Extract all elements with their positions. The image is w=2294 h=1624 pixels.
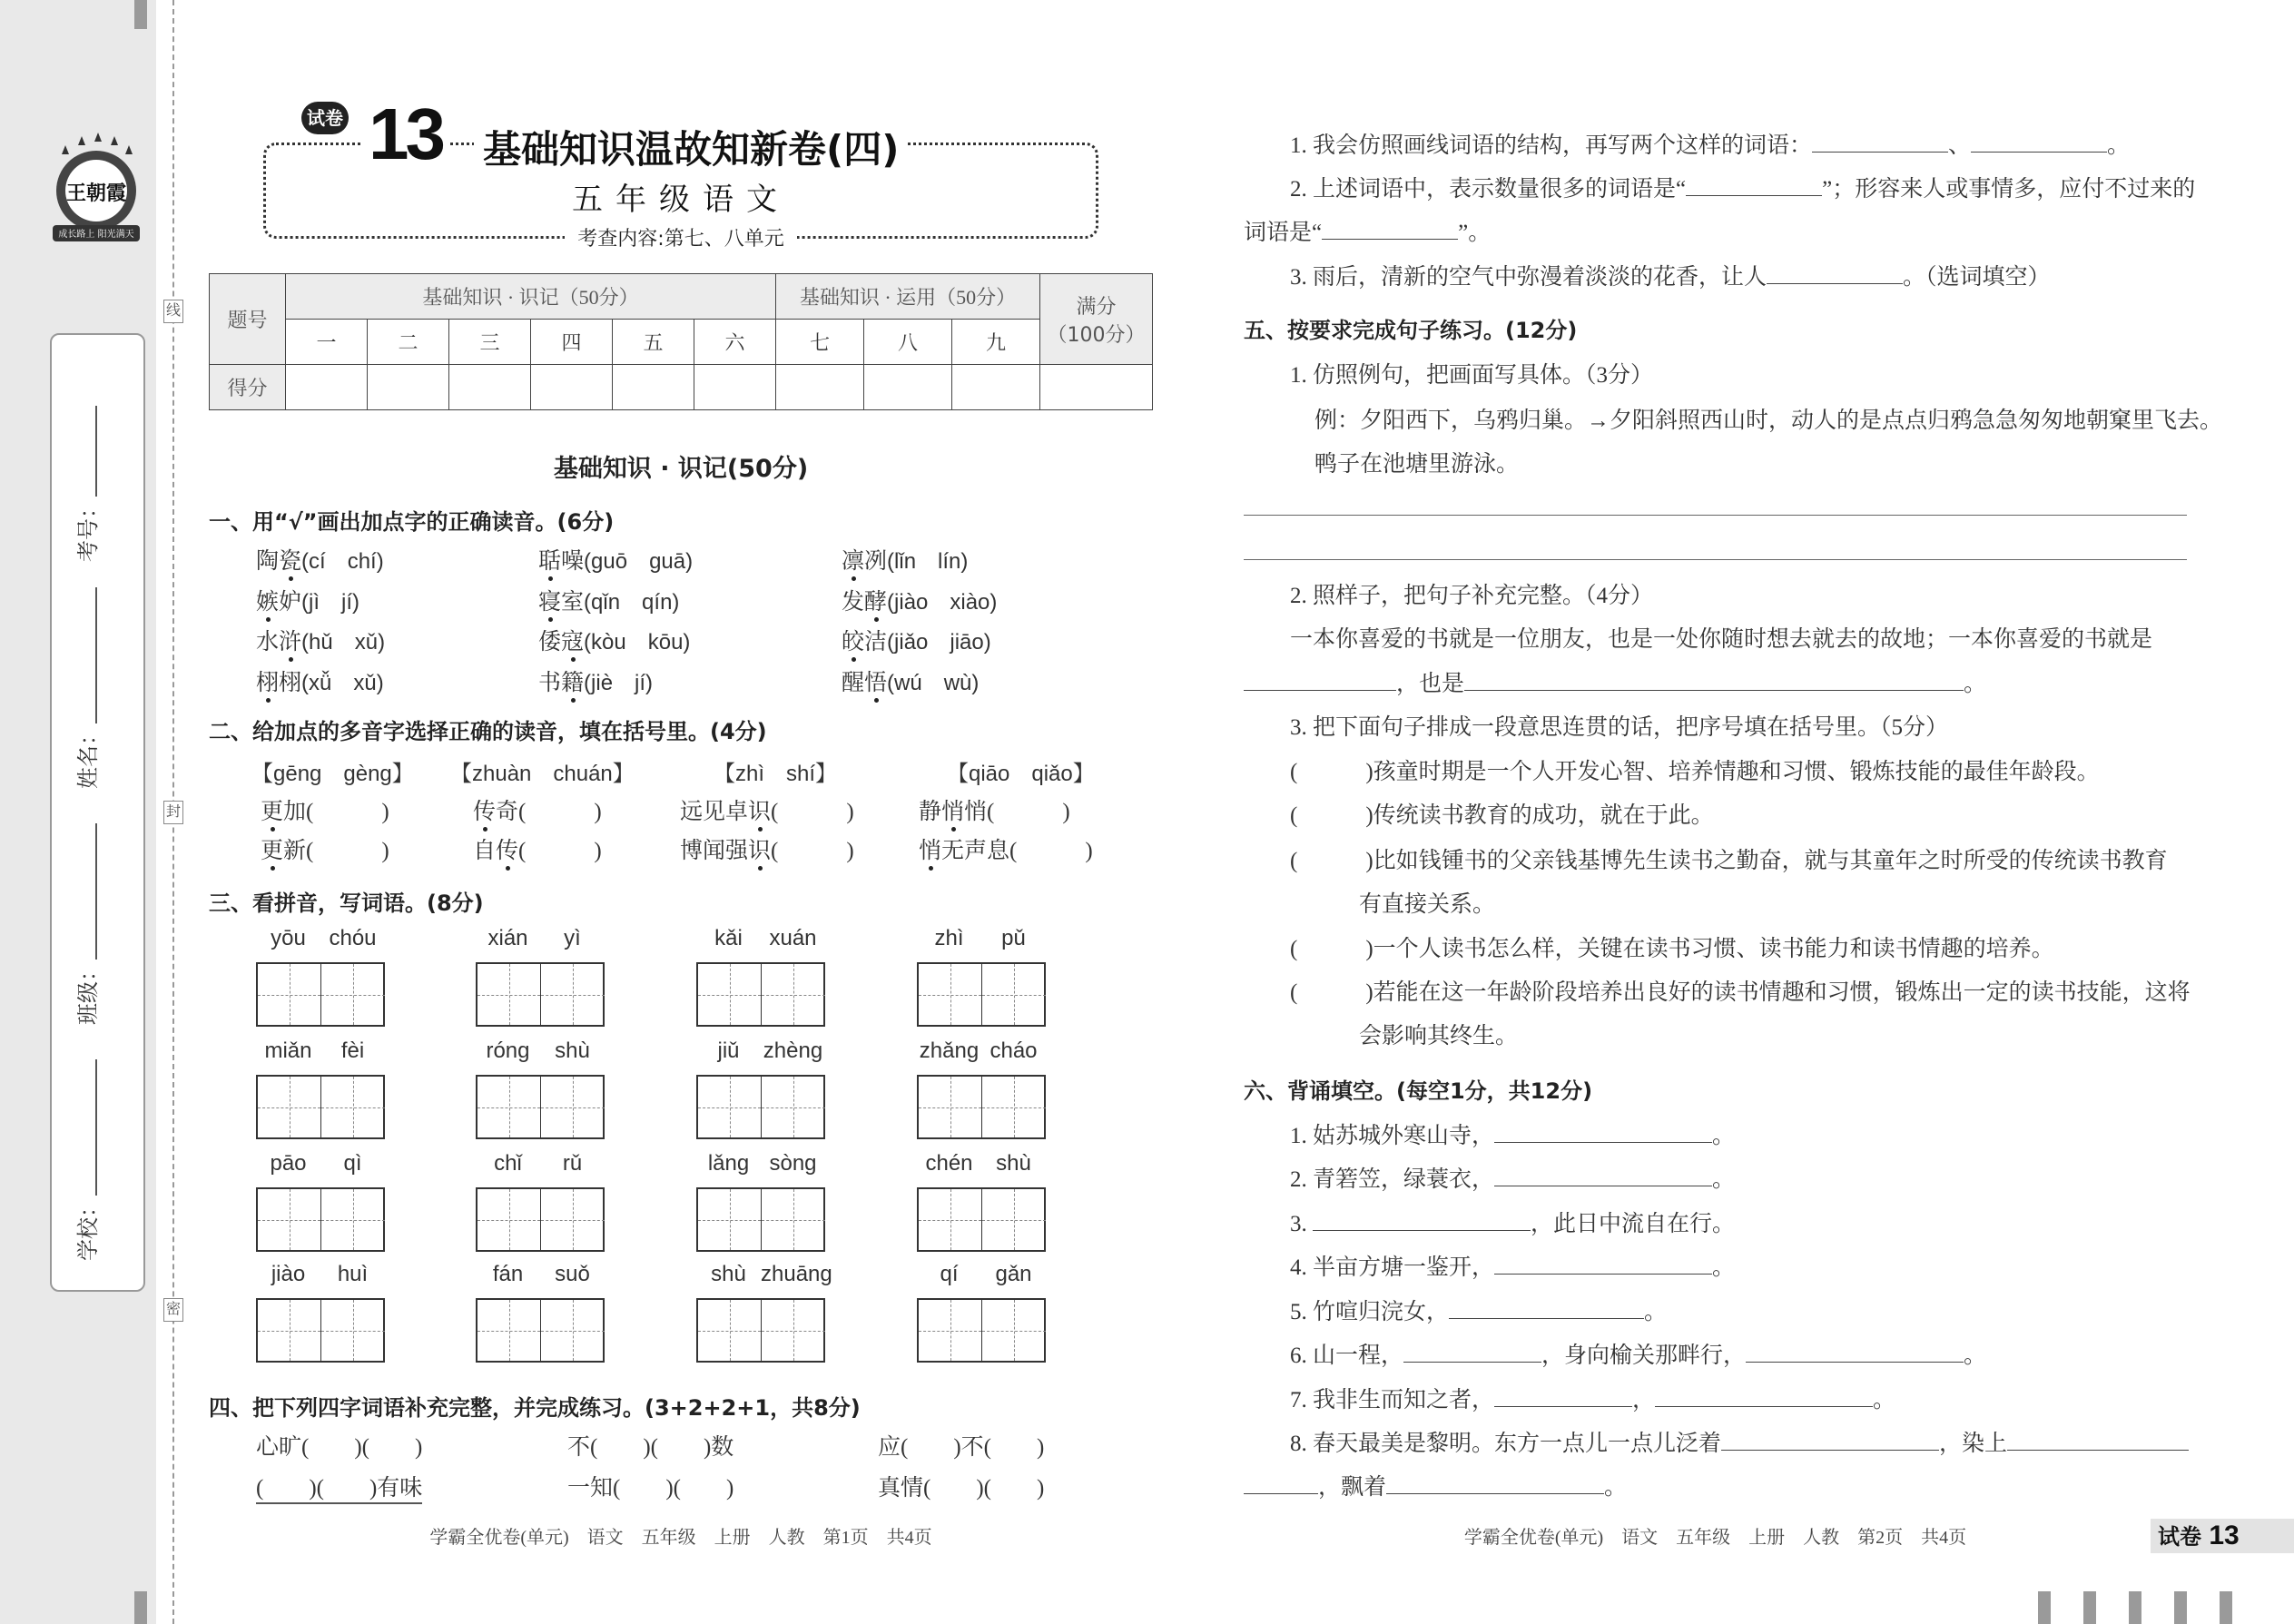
idiom-item[interactable]: 应( )不( ) (878, 1435, 1045, 1460)
word-text: 醒 (842, 671, 865, 695)
svg-text:成长路上 阳光满天: 成长路上 阳光满天 (58, 230, 134, 240)
answer-blank[interactable] (1494, 1166, 1712, 1186)
group-memorize: 基础知识 · 识记（50分） (286, 274, 776, 320)
registration-mark (2174, 1591, 2187, 1624)
ordering-item (1359, 886, 1495, 919)
q5-prompt: 鸭子在池塘里游泳。 (1314, 452, 1520, 477)
dotted-char: 栩 (256, 671, 280, 695)
pinyin-syllable: shù (996, 1151, 1031, 1176)
answer-blank[interactable] (1812, 133, 1948, 153)
pinyin-syllable: chén (925, 1151, 973, 1176)
answer-blank[interactable] (1494, 1123, 1712, 1143)
footer-page1: 学霸全优卷(单元) 语文 五年级 上册 人教 第1页 共4页 (429, 1528, 932, 1548)
pinyin-syllable: shù (711, 1262, 746, 1286)
grid-cell (541, 1077, 605, 1137)
q5-s2-fill: ，也是 。 (1244, 665, 1986, 698)
ordering-text: 比如钱锺书的父亲钱基博先生读书之勤奋，就与其童年之时所受的传统读书教育 (1373, 849, 2168, 873)
q5-s3: 3. 把下面句子排成一段意思连贯的话，把序号填在括号里。（5分） (1290, 715, 1949, 740)
pinyin-syllable: fèi (340, 1038, 365, 1063)
dotted-char: 识 (748, 839, 772, 863)
writing-grid[interactable] (256, 1187, 385, 1252)
grid-cell (541, 1189, 605, 1250)
word-text: 悄( ) (964, 800, 1070, 824)
word-text: ( ) (771, 800, 854, 824)
ordering-text: 孩童时期是一个人开发心智、培养情趣和习惯、锻炼技能的最佳年龄段。 (1373, 760, 2100, 784)
idiom-item[interactable]: 不( )( )数 (567, 1435, 734, 1460)
grid-cell (478, 964, 541, 1025)
registration-mark (2129, 1591, 2141, 1624)
grid-cell (541, 964, 605, 1025)
ordering-item (1290, 797, 1714, 830)
cut-mark-feng: 封 (163, 801, 183, 824)
word-text: 静 (919, 800, 942, 824)
score-cell[interactable] (531, 365, 613, 410)
pinyin-options: (kòu kōu) (584, 630, 691, 655)
class-label: 班级： (75, 960, 101, 1025)
subject-title: 五年级语文 (572, 182, 790, 218)
word-text: ( ) (771, 839, 854, 863)
writing-grid[interactable] (917, 962, 1046, 1027)
poem-8: 8. 春天最美是黎明。东方一点儿一点儿泛着 ，染上 (1290, 1425, 2189, 1458)
dotted-char: 嫉 (256, 590, 280, 615)
column-8: 八 (864, 320, 952, 365)
answer-paren[interactable]: ( ) (1290, 803, 1373, 828)
score-cell[interactable] (776, 365, 864, 410)
column-4: 四 (531, 320, 613, 365)
dotted-char: 悟 (864, 671, 888, 695)
polyphone-item[interactable] (919, 832, 1093, 865)
dotted-char: 籍 (561, 671, 585, 695)
pinyin-syllable: jiào (271, 1262, 306, 1286)
dotted-char: 寝 (538, 590, 562, 615)
pinyin-syllable: jiǔ (717, 1038, 740, 1063)
grid-cell (698, 1189, 762, 1250)
grid-cell (698, 964, 762, 1025)
header-score: 得分 (210, 365, 286, 410)
dotted-char: 悄 (919, 839, 942, 863)
pinyin-syllable: kǎi (714, 926, 743, 950)
pinyin-syllable: yōu (271, 926, 306, 950)
class-field[interactable] (70, 823, 102, 1025)
answer-blank[interactable] (1494, 1387, 1632, 1407)
grid-cell (919, 1300, 982, 1361)
pinyin-options: (hǔ xǔ) (301, 630, 386, 655)
column-1: 一 (286, 320, 368, 365)
writing-grid[interactable] (917, 1298, 1046, 1363)
answer-paren[interactable]: ( ) (1290, 849, 1373, 873)
answer-blank[interactable] (1494, 1255, 1712, 1275)
q5-s2-text: 一本你喜爱的书就是一位朋友，也是一处你随时想去就去的故地；一本你喜爱的书就是 (1290, 627, 2153, 652)
word-text: 远见卓 (680, 800, 749, 824)
ordering-item (1359, 1018, 1518, 1050)
ordering-text: 传统读书教育的成功，就在于此。 (1373, 803, 1714, 828)
word-text: 妒 (279, 590, 302, 615)
poem-8-cont: ，飘着 。 (1244, 1469, 1627, 1501)
polyphone-item[interactable] (473, 832, 602, 865)
pinyin-syllable: chǐ (494, 1151, 522, 1176)
q5-example: 例：夕阳西下，乌鸦归巢。→夕阳斜照西山时，动人的是点点归鸦急急匆匆地朝窠里飞去。 (1314, 408, 2223, 433)
dotted-char: 传 (496, 839, 519, 863)
grid-cell (541, 1300, 605, 1361)
dotted-char: 凛 (842, 549, 865, 574)
word-text: 倭 (538, 630, 562, 655)
answer-blank[interactable] (1767, 264, 1903, 284)
ordering-item (1290, 753, 2100, 786)
score-cell[interactable] (449, 365, 531, 410)
pinyin-syllable: fán (492, 1262, 524, 1286)
idiom-item[interactable]: ( )( )有味 (256, 1470, 422, 1504)
column-2: 二 (368, 320, 449, 365)
grid-cell (478, 1300, 541, 1361)
column-3: 三 (449, 320, 531, 365)
word-text: 奇( ) (496, 800, 602, 824)
footer-page2: 学霸全优卷(单元) 语文 五年级 上册 人教 第2页 共4页 (1463, 1528, 1967, 1548)
grid-cell (919, 1077, 982, 1137)
score-cell[interactable] (694, 365, 776, 410)
pinyin-syllable: qì (343, 1151, 362, 1176)
exam-number: 13 (363, 93, 448, 176)
polyphone-item[interactable] (261, 832, 389, 865)
id-field[interactable] (70, 406, 102, 562)
pinyin-syllable: lǎng (707, 1151, 750, 1176)
score-table (209, 273, 1153, 410)
word-text: 洁 (864, 630, 888, 655)
polyphone-item[interactable] (919, 793, 1070, 826)
pinyin-syllable: chóu (329, 926, 377, 950)
answer-blank[interactable] (1449, 1299, 1644, 1319)
exam-tab (2151, 1519, 2294, 1553)
ordering-item (1290, 930, 2054, 963)
word-text: 新( ) (283, 839, 389, 863)
writing-grid[interactable] (256, 1298, 385, 1363)
pinyin-syllable: xián (487, 926, 528, 950)
writing-grid[interactable] (476, 1187, 605, 1252)
column-6: 六 (694, 320, 776, 365)
score-cell[interactable] (286, 365, 368, 410)
dotted-char: 悄 (941, 800, 965, 824)
answer-blank[interactable] (1971, 133, 2107, 153)
word-text: 发 (842, 590, 865, 615)
word-text: 室 (561, 590, 585, 615)
writing-grid[interactable] (476, 962, 605, 1027)
pronunciation-item[interactable] (538, 584, 679, 616)
answer-line[interactable] (1244, 515, 2187, 516)
writing-grid[interactable] (256, 1075, 385, 1139)
exam-badge: 试卷 (301, 102, 349, 134)
poem-1: 1. 姑苏城外寒山寺， 。 (1290, 1124, 1736, 1148)
answer-blank[interactable] (1322, 220, 1458, 240)
polyphone-item[interactable] (680, 793, 854, 826)
full-score-label: 满分 (1076, 295, 1117, 319)
section-heading: 基础知识 · 识记(50分) (553, 455, 809, 483)
score-cell-total[interactable] (1040, 365, 1153, 410)
word-text: 自 (473, 839, 497, 863)
column-9: 九 (952, 320, 1040, 365)
answer-paren[interactable]: ( ) (1290, 760, 1373, 784)
pinyin-options: (cí chí) (301, 549, 384, 574)
score-cell[interactable] (952, 365, 1040, 410)
writing-grid[interactable] (917, 1187, 1046, 1252)
q4-sub3: 3. 雨后，清新的空气中弥漫着淡淡的花香，让人 。（选词填空） (1290, 265, 2051, 290)
word-text: 博闻强 (680, 839, 749, 863)
q1-title: 一、用“√”画出加点字的正确读音。(6分) (209, 509, 615, 535)
dotted-char: 聒 (538, 549, 562, 574)
answer-blank[interactable] (1244, 671, 1396, 691)
polyphone-item[interactable] (261, 793, 389, 826)
pronunciation-item[interactable] (256, 543, 384, 576)
word-text: 冽 (864, 549, 888, 574)
pinyin-group: 【zhuàn chuán】 (450, 762, 635, 786)
grid-cell (321, 1189, 385, 1250)
grid-cell (698, 1077, 762, 1137)
dotted-char: 酵 (864, 590, 888, 615)
svg-text:王朝霞: 王朝霞 (65, 182, 127, 205)
poem-3: 3. ，此日中流自在行。 (1290, 1212, 1736, 1236)
grid-cell (258, 1077, 321, 1137)
dotted-char: 更 (261, 800, 284, 824)
answer-blank[interactable] (1464, 671, 1964, 691)
writing-grid[interactable] (696, 1075, 825, 1139)
cut-mark-mi: 密 (163, 1298, 183, 1322)
poem-4: 4. 半亩方塘一鉴开， 。 (1290, 1255, 1736, 1280)
answer-blank[interactable] (1403, 1343, 1541, 1363)
grid-cell (982, 1077, 1046, 1137)
q4-sub1: 1. 我会仿照画线词语的结构，再写两个这样的词语： 、 。 (1290, 133, 2131, 158)
exam-title: 基础知识温故知新卷(四) (474, 120, 908, 174)
q5-title: 五、按要求完成句子练习。(12分) (1244, 318, 1578, 343)
writing-grid[interactable] (696, 1187, 825, 1252)
grid-cell (698, 1300, 762, 1361)
pinyin-syllable: shù (555, 1038, 590, 1063)
cut-mark-xian: 线 (163, 300, 183, 323)
pinyin-options: (wú wù) (887, 671, 980, 695)
dotted-char: 识 (748, 800, 772, 824)
idiom-item[interactable]: 真情( )( ) (878, 1476, 1045, 1501)
pinyin-options: (qǐn qín) (584, 590, 680, 615)
pronunciation-item[interactable] (256, 584, 359, 616)
score-cell[interactable] (864, 365, 952, 410)
pinyin-options: (lǐn lín) (887, 549, 969, 574)
idiom-item[interactable]: 心旷( )( ) (256, 1435, 423, 1460)
ordering-item (1290, 974, 2191, 1007)
dotted-char: 浒 (279, 630, 302, 655)
poem-2: 2. 青箬笠，绿蓑衣， 。 (1290, 1167, 1736, 1192)
tab-number: 13 (2209, 1521, 2240, 1550)
group-apply: 基础知识 · 运用（50分） (776, 274, 1040, 320)
dotted-char: 传 (473, 800, 497, 824)
grid-cell (919, 1189, 982, 1250)
registration-mark (2220, 1591, 2232, 1624)
exam-scope (0, 223, 1362, 251)
grid-cell (982, 964, 1046, 1025)
q4-title: 四、把下列四字词语补充完整，并完成练习。(3+2+2+1，共8分) (209, 1395, 861, 1421)
header-full-score (1040, 274, 1153, 365)
pinyin-options: (guō guā) (584, 549, 694, 574)
writing-grid[interactable] (917, 1075, 1046, 1139)
pinyin-syllable: pǔ (1001, 926, 1026, 950)
answer-blank[interactable] (1655, 1387, 1873, 1407)
grid-cell (762, 1300, 825, 1361)
polyphone-item[interactable] (680, 832, 854, 865)
word-text: 加( ) (283, 800, 389, 824)
grid-cell (258, 1300, 321, 1361)
grid-cell (321, 1077, 385, 1137)
score-cell[interactable] (368, 365, 449, 410)
ordering-item (1290, 842, 2168, 875)
grid-cell (762, 1077, 825, 1137)
pinyin-syllable: zhuāng (761, 1262, 832, 1286)
pinyin-syllable: xuán (769, 926, 817, 950)
pronunciation-item[interactable] (538, 624, 690, 656)
pinyin-syllable: miǎn (264, 1038, 312, 1063)
name-field[interactable] (70, 587, 102, 789)
pinyin-options: (jì jí) (301, 590, 360, 615)
header-question-no: 题号 (210, 274, 286, 365)
pinyin-syllable: gǎn (995, 1262, 1032, 1286)
pinyin-syllable: róng (486, 1038, 530, 1063)
q4-sub2: 2. 上述词语中，表示数量很多的词语是“ ”；形容来人或事情多，应付不过来的 (1290, 177, 2196, 202)
word-text: 无声息( ) (941, 839, 1093, 863)
polyphone-item[interactable] (473, 793, 602, 826)
pronunciation-item[interactable] (842, 543, 968, 576)
grid-cell (982, 1300, 1046, 1361)
q6-title: 六、背诵填空。(每空1分，共12分) (1244, 1078, 1593, 1104)
writing-grid[interactable] (696, 962, 825, 1027)
school-field[interactable] (70, 1059, 102, 1261)
answer-blank[interactable] (1244, 1474, 1318, 1494)
school-label: 学校： (75, 1196, 101, 1261)
grid-cell (478, 1077, 541, 1137)
grid-cell (762, 1189, 825, 1250)
answer-blank[interactable] (1721, 1431, 1939, 1451)
word-text: ( ) (518, 839, 602, 863)
pronunciation-item[interactable] (538, 664, 653, 697)
grid-cell (762, 964, 825, 1025)
q5-s2: 2. 照样子，把句子补充完整。（4分） (1290, 584, 1654, 608)
writing-grid[interactable] (476, 1075, 605, 1139)
answer-blank[interactable] (1746, 1343, 1964, 1363)
pronunciation-item[interactable] (256, 664, 384, 697)
grid-cell (258, 1189, 321, 1250)
writing-grid[interactable] (256, 962, 385, 1027)
name-label: 姓名： (75, 723, 101, 789)
poem-6: 6. 山一程， ，身向榆关那畔行， 。 (1290, 1343, 1987, 1368)
ordering-text: 一个人读书怎么样，关键在读书习惯、读书能力和读书情趣的培养。 (1373, 937, 2054, 961)
pinyin-group: 【zhì shí】 (714, 762, 838, 786)
grid-cell (919, 964, 982, 1025)
pinyin-syllable: huì (337, 1262, 369, 1286)
dotted-char: 瓷 (279, 549, 302, 574)
pronunciation-item[interactable] (538, 543, 693, 576)
word-text: 噪 (561, 549, 585, 574)
pinyin-syllable: zhǎng (919, 1038, 980, 1063)
poem-7: 7. 我非生而知之者， ， 。 (1290, 1388, 1896, 1412)
dotted-char: 寇 (561, 630, 585, 655)
grid-cell (478, 1189, 541, 1250)
answer-blank[interactable] (2007, 1431, 2189, 1451)
idiom-item[interactable]: 一知( )( ) (567, 1476, 734, 1501)
writing-grid[interactable] (696, 1298, 825, 1363)
exam-scope-text: 考查内容:第七、八单元 (565, 228, 796, 251)
answer-paren[interactable]: ( ) (1290, 980, 1373, 1005)
pinyin-group: 【qiāo qiǎo】 (947, 762, 1095, 786)
word-text: 书 (538, 671, 562, 695)
pinyin-syllable: pāo (270, 1151, 307, 1176)
registration-mark (2083, 1591, 2096, 1624)
grid-cell (258, 964, 321, 1025)
column-5: 五 (613, 320, 694, 365)
poem-5: 5. 竹喧归浣女， 。 (1290, 1300, 1668, 1324)
full-score-points: （100分） (1047, 323, 1146, 347)
ordering-text: 若能在这一年龄阶段培养出良好的读书情趣和习惯，锻炼出一定的读书技能，这将 (1373, 980, 2191, 1005)
id-label: 考号： (75, 497, 101, 562)
pinyin-syllable: zhèng (763, 1038, 823, 1063)
pinyin-syllable: zhì (934, 926, 964, 950)
pinyin-options: (jiào xiào) (887, 590, 998, 615)
q3-title: 三、看拼音，写词语。(8分) (209, 891, 484, 916)
q5-s1: 1. 仿照例句，把画面写具体。（3分） (1290, 363, 1654, 388)
answer-blank[interactable] (1686, 176, 1822, 196)
pinyin-options: (jiǎo jiāo) (887, 630, 991, 655)
tab-label: 试卷 (2158, 1524, 2201, 1550)
word-text: 陶 (256, 549, 280, 574)
grid-cell (321, 964, 385, 1025)
q4-sub2-cont: 词语是“ ”。 (1244, 221, 1492, 245)
pinyin-syllable: suǒ (555, 1262, 590, 1286)
answer-blank[interactable] (1313, 1211, 1531, 1231)
pinyin-syllable: cháo (989, 1038, 1038, 1063)
pronunciation-item[interactable] (842, 624, 991, 656)
word-text: 水 (256, 630, 280, 655)
score-cell[interactable] (613, 365, 694, 410)
pinyin-syllable: qí (940, 1262, 959, 1286)
registration-mark (134, 0, 147, 29)
pronunciation-item[interactable] (256, 624, 385, 656)
column-7: 七 (776, 320, 864, 365)
pronunciation-item[interactable] (842, 664, 979, 697)
pinyin-syllable: yì (564, 926, 581, 950)
registration-mark (134, 1591, 147, 1624)
ordering-text: 有直接关系。 (1359, 892, 1496, 917)
dotted-char: 皎 (842, 630, 865, 655)
dotted-char: 更 (261, 839, 284, 863)
word-text: 栩 (279, 671, 302, 695)
writing-grid[interactable] (476, 1298, 605, 1363)
q2-title: 二、给加点的多音字选择正确的读音，填在括号里。(4分) (209, 719, 767, 744)
pinyin-group: 【gēng gèng】 (251, 762, 414, 786)
answer-line[interactable] (1244, 559, 2187, 560)
pinyin-syllable: rǔ (562, 1151, 583, 1176)
grid-cell (321, 1300, 385, 1361)
pronunciation-item[interactable] (842, 584, 997, 616)
grid-cell (982, 1189, 1046, 1250)
pinyin-options: (xǚ xǔ) (301, 671, 384, 695)
pinyin-syllable: sòng (769, 1151, 817, 1176)
pinyin-options: (jiè jí) (584, 671, 654, 695)
answer-blank[interactable] (1386, 1474, 1604, 1494)
ordering-text: 会影响其终生。 (1359, 1024, 1519, 1048)
answer-paren[interactable]: ( ) (1290, 937, 1373, 961)
registration-mark (2038, 1591, 2051, 1624)
